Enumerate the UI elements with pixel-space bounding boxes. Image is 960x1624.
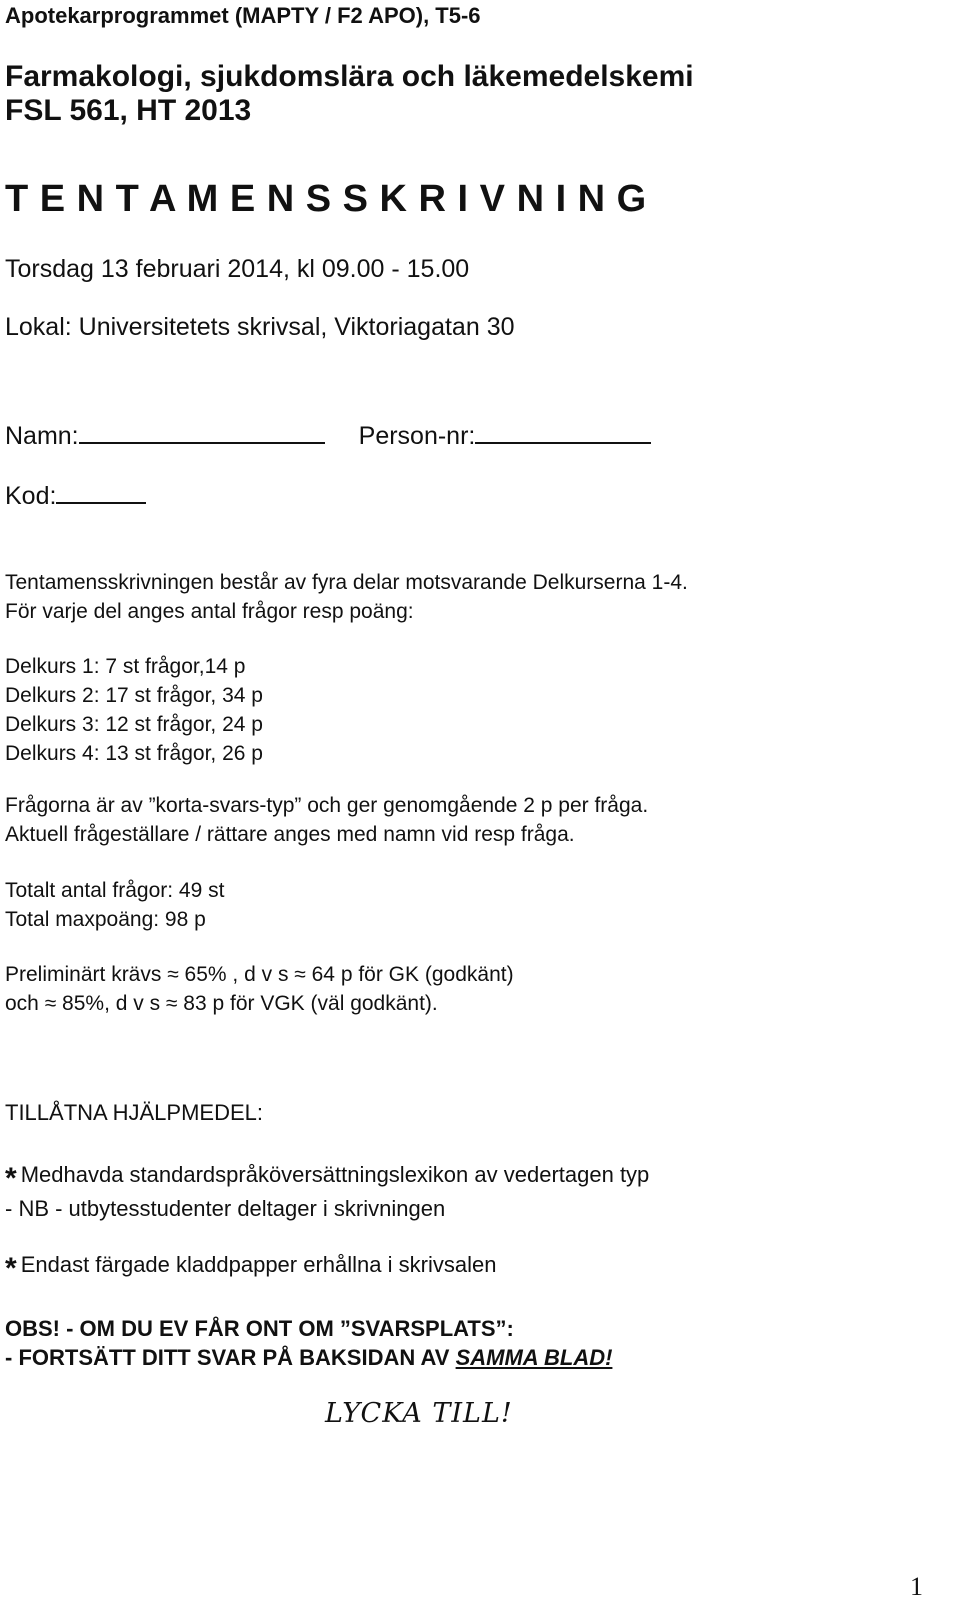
delkurs-item: Delkurs 1: 7 st frågor,14 p	[5, 655, 246, 678]
intro-text	[5, 568, 688, 626]
obs-emphasis: SAMMA BLAD!	[455, 1345, 613, 1370]
totals	[5, 876, 224, 934]
total-points: Total maxpoäng: 98 p	[5, 908, 206, 931]
exam-location: Lokal: Universitetets skrivsal, Viktoriagatan 30	[5, 313, 515, 341]
aids-item-label: Medhavda standardspråköversättningslexikon av vedertagen typ	[20, 1162, 650, 1187]
name-person-row	[5, 422, 651, 451]
intro-line: För varje del anges antal frågor resp poäng:	[5, 600, 414, 623]
kod-label: Kod:	[5, 482, 57, 510]
grade-limits	[5, 960, 514, 1018]
question-info-line: Aktuell frågeställare / rättare anges med namn vid resp fråga.	[5, 823, 575, 846]
kod-field[interactable]	[56, 484, 146, 504]
person-nr-field[interactable]	[475, 424, 651, 444]
bullet-star: *	[5, 1162, 17, 1195]
person-nr-label: Person-nr:	[358, 422, 476, 450]
page-number: 1	[910, 1572, 923, 1601]
aids-item-scratch-paper	[5, 1252, 496, 1286]
obs-notice	[5, 1314, 612, 1372]
program-line: Apotekarprogrammet (MAPTY / F2 APO), T5-6	[5, 3, 481, 28]
namn-label: Namn:	[5, 422, 79, 450]
course-title: Farmakologi, sjukdomslära och läkemedelskemi	[5, 60, 694, 93]
question-info-line: Frågorna är av ”korta-svars-typ” och ger genomgående 2 p per fråga.	[5, 794, 649, 817]
closing-greeting: LYCKA TILL!	[325, 1398, 513, 1429]
total-questions: Totalt antal frågor: 49 st	[5, 879, 225, 902]
delkurs-item: Delkurs 4: 13 st frågor, 26 p	[5, 742, 263, 765]
delkurs-item: Delkurs 2: 17 st frågor, 34 p	[5, 684, 263, 707]
obs-line: - FORTSÄTT DITT SVAR PÅ BAKSIDAN AV	[5, 1345, 456, 1370]
grade-limit-line: och ≈ 85%, d v s ≈ 83 p för VGK (väl godkänt).	[5, 992, 438, 1015]
exam-date: Torsdag 13 februari 2014, kl 09.00 - 15.00	[5, 255, 470, 283]
namn-field[interactable]	[79, 424, 325, 444]
question-info	[5, 791, 648, 849]
aids-heading: TILLÅTNA HJÄLPMEDEL:	[5, 1100, 263, 1125]
aids-item-dictionary	[5, 1160, 649, 1224]
delkurs-item: Delkurs 3: 12 st frågor, 24 p	[5, 713, 263, 736]
intro-line: Tentamensskrivningen består av fyra delar motsvarande Delkurserna 1-4.	[5, 571, 688, 594]
bullet-star: *	[5, 1252, 17, 1285]
aids-item-label: Endast färgade kladdpapper erhållna i skrivsalen	[20, 1252, 497, 1277]
exam-heading: T E N T A M E N S S K R I V N I N G	[5, 178, 647, 220]
kod-row	[5, 482, 146, 511]
grade-limit-line: Preliminärt krävs ≈ 65% , d v s ≈ 64 p för GK (godkänt)	[5, 963, 514, 986]
obs-line: OBS! - OM DU EV FÅR ONT OM ”SVARSPLATS”:	[5, 1316, 514, 1341]
aids-item-note: - NB - utbytesstudenter deltager i skrivningen	[5, 1196, 446, 1221]
course-code: FSL 561, HT 2013	[5, 94, 252, 127]
delkurs-list	[5, 652, 263, 768]
